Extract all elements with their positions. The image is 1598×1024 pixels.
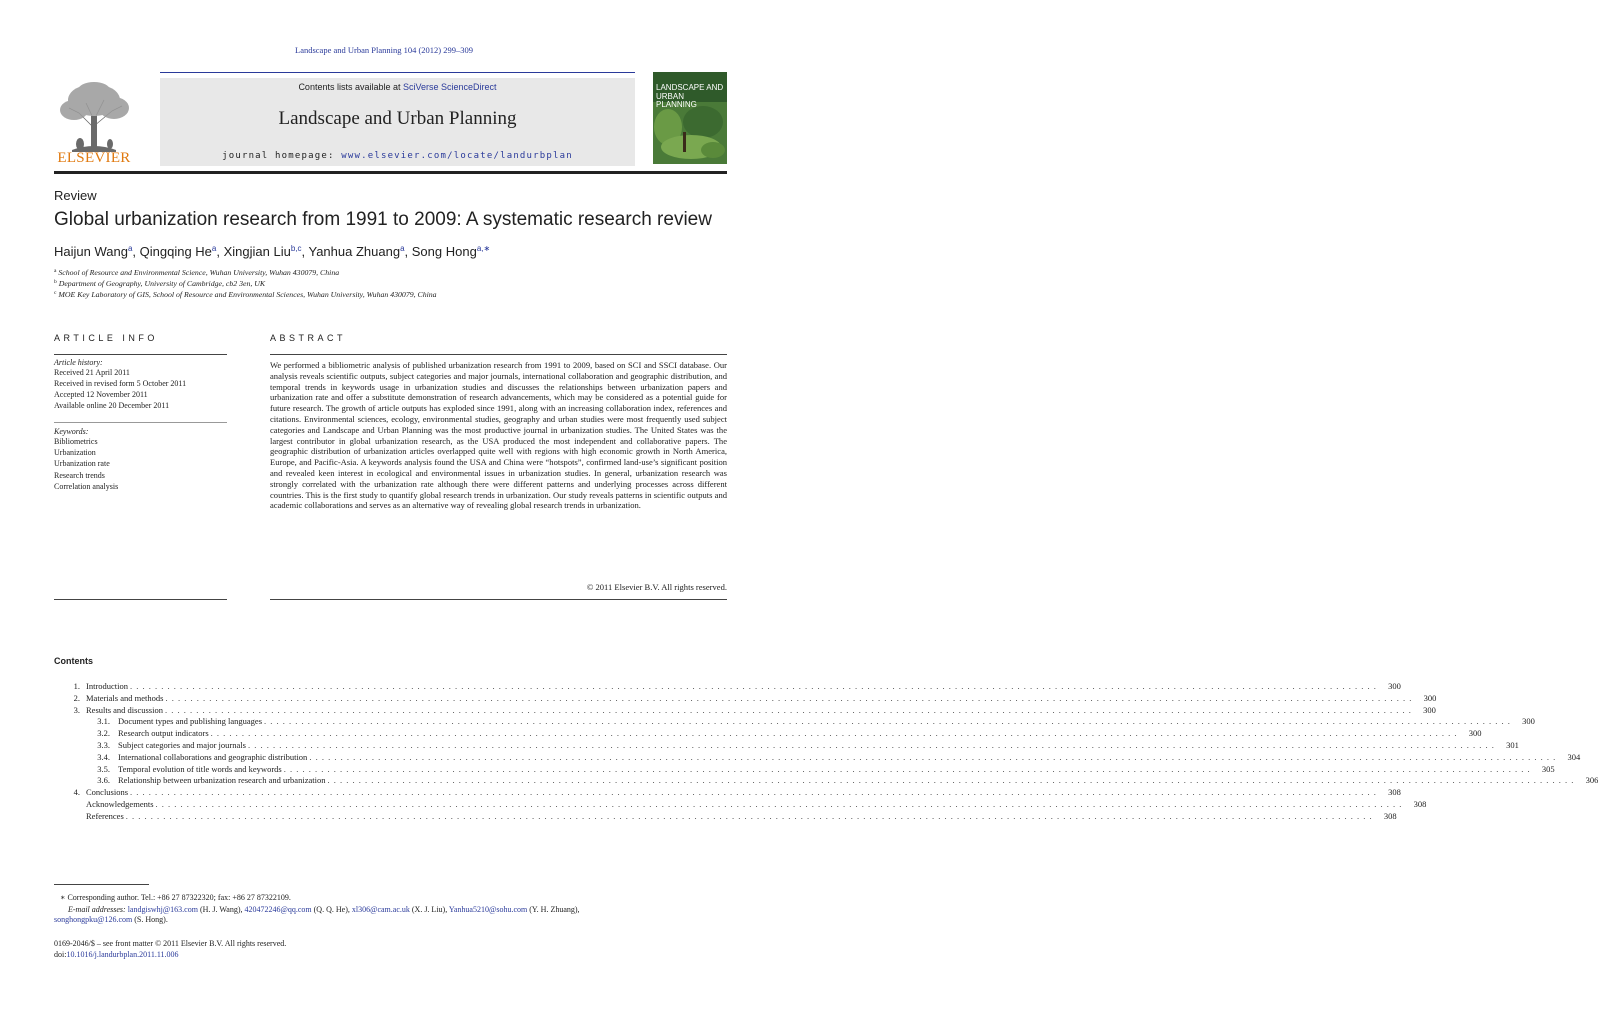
author-affiliation-mark[interactable]: a xyxy=(400,244,405,253)
toc-leader-dots: . . . . . . . . . . . . . . . . . . . . . . . . . . . . . . . . . . . . . . . . . . . . . . . . . . . . . . . . . . . . . . . . . . . . . . . . . . . . . . . . . . . . . . . . . . . . . . . . . . . . . . . . . . . . . . . . . . . . . . . . . . . . . . . . . . . . . . . . . . . . . . . . . . . . . . . . . . . . . . . . . . . . . . . . . . . . . . . . . . . . . . . . . . . . . . . . . . . . . . . . xyxy=(283,763,1531,774)
author-name: Song Hong xyxy=(411,244,477,259)
cover-title-line: URBAN PLANNING xyxy=(656,91,697,109)
toc-leader-dots: . . . . . . . . . . . . . . . . . . . . . . . . . . . . . . . . . . . . . . . . . . . . . . . . . . . . . . . . . . . . . . . . . . . . . . . . . . . . . . . . . . . . . . . . . . . . . . . . . . . . . . . . . . . . . . . . . . . . . . . . . . . . . . . . . . . . . . . . . . . . . . . . . . . . . . . . . . . . . . . . . . . . . . . . . . . . . . . . . . . . . . . . . . . . . . . . . . . . . . . . xyxy=(309,751,1557,762)
history-item: Received in revised form 5 October 2011 xyxy=(54,379,187,388)
issn-line: 0169-2046/$ – see front matter © 2011 Elsevier B.V. All rights reserved. xyxy=(54,939,287,948)
email-owner: (X. J. Liu), xyxy=(411,905,448,914)
toc-leader-dots: . . . . . . . . . . . . . . . . . . . . . . . . . . . . . . . . . . . . . . . . . . . . . . . . . . . . . . . . . . . . . . . . . . . . . . . . . . . . . . . . . . . . . . . . . . . . . . . . . . . . . . . . . . . . . . . . . . . . . . . . . . . . . . . . . . . . . . . . . . . . . . . . . . . . . . . . . . . . . . . . . . . . . . . . . . . . . . . . . . . . . . . . . . . . . . . . . . . . . . . . xyxy=(165,692,1413,703)
toc-entry[interactable] xyxy=(54,727,1482,739)
toc-entry-number: 3.3. xyxy=(97,740,110,750)
footnote-rule xyxy=(54,884,149,885)
copyright-notice: © 2011 Elsevier B.V. All rights reserved. xyxy=(586,582,727,592)
toc-leader-dots: . . . . . . . . . . . . . . . . . . . . . . . . . . . . . . . . . . . . . . . . . . . . . . . . . . . . . . . . . . . . . . . . . . . . . . . . . . . . . . . . . . . . . . . . . . . . . . . . . . . . . . . . . . . . . . . . . . . . . . . . . . . . . . . . . . . . . . . . . . . . . . . . . . . . . . . . . . . . . . . . . . . . . . . . . . . . . . . . . . . . . . . . . . . . . . . . . . . . . . . . xyxy=(155,799,1403,809)
author-affiliation-mark[interactable]: a,∗ xyxy=(476,244,491,253)
toc-entry[interactable] xyxy=(54,692,1437,704)
article-info-heading: ARTICLE INFO xyxy=(54,333,158,343)
doi-line xyxy=(54,950,734,959)
author-name: Haijun Wang xyxy=(54,244,128,259)
email-link[interactable]: songhongpku@126.com xyxy=(54,915,133,924)
toc-leader-dots: . . . . . . . . . . . . . . . . . . . . . . . . . . . . . . . . . . . . . . . . . . . . . . . . . . . . . . . . . . . . . . . . . . . . . . . . . . . . . . . . . . . . . . . . . . . . . . . . . . . . . . . . . . . . . . . . . . . . . . . . . . . . . . . . . . . . . . . . . . . . . . . . . . . . . . . . . . . . . . . . . . . . . . . . . . . . . . . . . . . . . . . . . . . . . . . . . . . . . . . . xyxy=(247,740,1495,750)
toc-entry-page: 300 xyxy=(1522,716,1535,727)
author-affiliation-mark[interactable]: b,c xyxy=(290,244,302,253)
toc-entry[interactable] xyxy=(54,774,1598,786)
email-addresses-continued xyxy=(54,915,734,924)
email-link[interactable]: 420472246@qq.com xyxy=(244,905,312,914)
author-name: Qingqing He xyxy=(139,244,212,259)
journal-homepage-line xyxy=(160,151,635,161)
toc-entry-page: 304 xyxy=(1567,751,1581,762)
keywords-label: Keywords: xyxy=(54,427,89,436)
toc-entry-title: Results and discussion xyxy=(86,704,163,715)
abstract-rule xyxy=(270,354,727,355)
toc-entry-number xyxy=(54,810,86,822)
affiliation-mark: a xyxy=(54,268,57,274)
toc-leader-dots: . . . . . . . . . . . . . . . . . . . . . . . . . . . . . . . . . . . . . . . . . . . . . . . . . . . . . . . . . . . . . . . . . . . . . . . . . . . . . . . . . . . . . . . . . . . . . . . . . . . . . . . . . . . . . . . . . . . . . . . . . . . . . . . . . . . . . . . . . . . . . . . . . . . . . . . . . . . . . . . . . . . . . . . . . . . . . . . . . . . . . . . . . . . . . . . . . . . . . . . . xyxy=(130,681,1377,691)
history-item: Accepted 12 November 2011 xyxy=(54,390,148,399)
toc-entry-title: Document types and publishing languages xyxy=(118,716,263,727)
toc-entry-title: International collaborations and geographic distribution xyxy=(118,751,308,762)
affiliation-text: Department of Geography, University of Cambridge, cb2 3en, UK xyxy=(58,279,266,288)
keyword-item: Correlation analysis xyxy=(54,482,119,491)
affiliation-mark: b xyxy=(54,279,57,285)
toc-entry-number: 3.5. xyxy=(97,763,110,774)
email-owner: (Y. H. Zhuang), xyxy=(529,905,580,914)
email-owner: (S. Hong). xyxy=(134,915,168,924)
toc-entry[interactable] xyxy=(54,751,1581,763)
toc-entry-title: Subject categories and major journals xyxy=(118,740,246,750)
contents-heading: Contents xyxy=(54,656,93,666)
abstract-heading: ABSTRACT xyxy=(270,333,347,343)
article-info-rule xyxy=(54,354,227,355)
email-owner: (Q. Q. He), xyxy=(313,905,350,914)
keyword-item: Bibliometrics xyxy=(54,437,98,446)
toc-entry-number: 3.2. xyxy=(97,728,110,739)
toc-leader-dots: . . . . . . . . . . . . . . . . . . . . . . . . . . . . . . . . . . . . . . . . . . . . . . . . . . . . . . . . . . . . . . . . . . . . . . . . . . . . . . . . . . . . . . . . . . . . . . . . . . . . . . . . . . . . . . . . . . . . . . . . . . . . . . . . . . . . . . . . . . . . . . . . . . . . . . . . . . . . . . . . . . . . . . . . . . . . . . . . . . . . . . . . . . . . . . . . . . . . . . . . xyxy=(125,810,1373,821)
toc-entry-number xyxy=(54,798,86,810)
toc-entry-number: 3.1. xyxy=(97,716,110,727)
article-title: Global urbanization research from 1991 to 2009: A systematic research review xyxy=(54,209,712,230)
affiliation xyxy=(54,290,437,299)
toc-entry[interactable] xyxy=(54,763,1555,775)
toc-entry[interactable] xyxy=(54,786,1401,798)
toc-entry-page: 300 xyxy=(1468,728,1482,739)
toc-entry-number: 3. xyxy=(73,704,80,715)
toc-entry-page: 308 xyxy=(1413,799,1427,809)
journal-citation-link[interactable]: Landscape and Urban Planning 104 (2012) 299–309 xyxy=(295,45,473,55)
toc-entry-title: Temporal evolution of title words and keywords xyxy=(118,763,282,774)
toc-entry-number: 2. xyxy=(73,692,80,703)
keyword-item: Urbanization xyxy=(54,448,96,457)
header-top-rule xyxy=(160,72,635,73)
toc-entry-page: 300 xyxy=(1388,681,1401,691)
toc-entry[interactable] xyxy=(54,798,1427,810)
toc-leader-dots: . . . . . . . . . . . . . . . . . . . . . . . . . . . . . . . . . . . . . . . . . . . . . . . . . . . . . . . . . . . . . . . . . . . . . . . . . . . . . . . . . . . . . . . . . . . . . . . . . . . . . . . . . . . . . . . . . . . . . . . . . . . . . . . . . . . . . . . . . . . . . . . . . . . . . . . . . . . . . . . . . . . . . . . . . . . . . . . . . . . . . . . . . . . . . . . . . . . . . . . . xyxy=(130,787,1377,798)
doi-prefix: doi: xyxy=(54,950,67,959)
sciencedirect-link[interactable]: SciVerse ScienceDirect xyxy=(403,82,497,92)
affiliation-mark: c xyxy=(54,290,57,296)
toc-entry[interactable] xyxy=(54,680,1401,692)
toc-entry-title: Research output indicators xyxy=(118,728,209,739)
toc-entry-number: 1. xyxy=(73,681,80,691)
homepage-prefix: journal homepage: xyxy=(222,151,342,161)
keywords-rule xyxy=(54,422,227,423)
toc-entry-page: 306 xyxy=(1585,775,1598,786)
toc-entry-page: 308 xyxy=(1383,810,1397,821)
corresponding-author-note: ∗ Corresponding author. Tel.: +86 27 87322320; fax: +86 27 87322109. xyxy=(60,893,291,902)
journal-homepage-link[interactable]: www.elsevier.com/locate/landurbplan xyxy=(341,151,573,161)
journal-name: Landscape and Urban Planning xyxy=(278,108,517,129)
cover-title-line: LANDSCAPE AND xyxy=(656,83,724,92)
toc-entry[interactable] xyxy=(54,704,1436,716)
toc-entry[interactable] xyxy=(54,739,1519,751)
author-affiliation-mark[interactable]: a xyxy=(127,244,133,253)
toc-entry-page: 301 xyxy=(1506,740,1519,750)
history-item: Received 21 April 2011 xyxy=(54,368,130,377)
cover-title xyxy=(656,84,724,110)
affiliation-text: MOE Key Laboratory of GIS, School of Resource and Environmental Sciences, Wuhan University, Wuhan 430079, China xyxy=(58,290,437,299)
toc-entry-title: Introduction xyxy=(86,681,129,691)
abstract-text: We performed a bibliometric analysis of published urbanization research from 1991 to 2009, based on SCI and SSCI database. Our analysis reveals scientific outputs, subject categories and major journals, international collaboration and geographic distribution, and temporal trends in keywords usage in urbanization studies and discusses the relationships between urbanization papers and urbanization rate and offer a substitute demonstration of research advancements, which may be considered as a potential guide for future research. The growth of article outputs has exploded since 1991, along with an increasing collaboration index, references and citations. Environmental sciences, ecology, environmental studies, geography and urban studies were most frequently used subject categories and Landscape and Urban Planning was the most productive journal in urbanization studies. The United States was the largest contributor in global urbanization research, as the USA produced the most independent and collaborative papers. The geographic distribution of urbanization articles overlapped quite well with regions with high economic growth in North America, Europe, and Pacific-Asia. A keywords analysis found the USA and China were “hotspots”, confirmed land-use’s significant position and revealed keen interest in ecological and environmental issues in urbanization studies. In general, urbanization research was strongly correlated with the urbanization rate although there were different patterns and underlying processes across different countries. This is the first study to quantify global research trends in urbanization. Our study reveals patterns in scientific outputs and academic collaborations and serves as an alternative way of revealing global research trends in urbanization. xyxy=(270,360,727,511)
toc-entry-title: Acknowledgements xyxy=(86,799,154,809)
keyword-item: Urbanization rate xyxy=(54,459,110,468)
toc-entry[interactable] xyxy=(54,810,1397,822)
toc-entry-title: Relationship between urbanization research and urbanization xyxy=(118,775,326,786)
article-info-bottom-rule xyxy=(54,599,227,600)
toc-entry-title: Materials and methods xyxy=(86,692,164,703)
history-item: Available online 20 December 2011 xyxy=(54,401,170,410)
contents-available-line xyxy=(160,82,635,92)
article-history-label: Article history: xyxy=(54,358,103,367)
toc-entry-page: 308 xyxy=(1388,787,1401,798)
author-list: Haijun Wang$^a$, Qingqing He$^a$, Xingjian Liu$^{b,c}$, Yanhua Zhuang$^a$, Song Hong$^{a,∗}$ xyxy=(54,244,491,259)
email-addresses xyxy=(54,904,734,915)
article-type-label: Review xyxy=(54,188,97,203)
affiliation xyxy=(54,268,339,277)
toc-leader-dots: . . . . . . . . . . . . . . . . . . . . . . . . . . . . . . . . . . . . . . . . . . . . . . . . . . . . . . . . . . . . . . . . . . . . . . . . . . . . . . . . . . . . . . . . . . . . . . . . . . . . . . . . . . . . . . . . . . . . . . . . . . . . . . . . . . . . . . . . . . . . . . . . . . . . . . . . . . . . . . . . . . . . . . . . . . . . . . . . . . . . . . . . . . . . . . . . . . . . . . . . xyxy=(164,704,1412,715)
contents-prefix: Contents lists available at xyxy=(298,82,403,92)
toc-entry-number: 3.4. xyxy=(97,751,110,762)
toc-entry-page: 300 xyxy=(1423,692,1437,703)
elsevier-wordmark: ELSEVIER xyxy=(57,150,131,166)
keyword-item: Research trends xyxy=(54,471,105,480)
toc-entry-page: 305 xyxy=(1541,763,1555,774)
author-name: Yanhua Zhuang xyxy=(308,244,401,259)
affiliation xyxy=(54,279,265,288)
email-label: E-mail addresses: xyxy=(68,905,126,914)
author-name: Xingjian Liu xyxy=(223,244,291,259)
toc-entry-number: 4. xyxy=(73,787,80,798)
affiliation-text: School of Resource and Environmental Science, Wuhan University, Wuhan 430079, China xyxy=(58,268,340,277)
email-link[interactable]: landgiswhj@163.com xyxy=(127,905,198,914)
abstract-bottom-rule xyxy=(270,599,727,600)
doi-link[interactable]: 10.1016/j.landurbplan.2011.11.006 xyxy=(66,950,179,959)
toc-entry-title: Conclusions xyxy=(86,787,129,798)
toc-entry[interactable] xyxy=(54,715,1535,727)
header-bottom-rule xyxy=(54,171,727,174)
toc-entry-title: References xyxy=(86,810,124,821)
toc-leader-dots: . . . . . . . . . . . . . . . . . . . . . . . . . . . . . . . . . . . . . . . . . . . . . . . . . . . . . . . . . . . . . . . . . . . . . . . . . . . . . . . . . . . . . . . . . . . . . . . . . . . . . . . . . . . . . . . . . . . . . . . . . . . . . . . . . . . . . . . . . . . . . . . . . . . . . . . . . . . . . . . . . . . . . . . . . . . . . . . . . . . . . . . . . . . . . . . . . . . . . . . . xyxy=(210,728,1458,739)
email-link[interactable]: xl306@cam.ac.uk xyxy=(351,905,410,914)
author-affiliation-mark[interactable]: a xyxy=(211,244,217,253)
toc-leader-dots: . . . . . . . . . . . . . . . . . . . . . . . . . . . . . . . . . . . . . . . . . . . . . . . . . . . . . . . . . . . . . . . . . . . . . . . . . . . . . . . . . . . . . . . . . . . . . . . . . . . . . . . . . . . . . . . . . . . . . . . . . . . . . . . . . . . . . . . . . . . . . . . . . . . . . . . . . . . . . . . . . . . . . . . . . . . . . . . . . . . . . . . . . . . . . . . . . . . . . . . . xyxy=(264,716,1511,727)
toc-entry-number: 3.6. xyxy=(97,775,110,786)
email-link[interactable]: Yanhua5210@sohu.com xyxy=(448,905,528,914)
toc-leader-dots: . . . . . . . . . . . . . . . . . . . . . . . . . . . . . . . . . . . . . . . . . . . . . . . . . . . . . . . . . . . . . . . . . . . . . . . . . . . . . . . . . . . . . . . . . . . . . . . . . . . . . . . . . . . . . . . . . . . . . . . . . . . . . . . . . . . . . . . . . . . . . . . . . . . . . . . . . . . . . . . . . . . . . . . . . . . . . . . . . . . . . . . . . . . . . . . . . . . . . . . . xyxy=(327,775,1575,786)
email-owner: (H. J. Wang), xyxy=(199,905,243,914)
toc-entry-page: 300 xyxy=(1423,704,1436,715)
